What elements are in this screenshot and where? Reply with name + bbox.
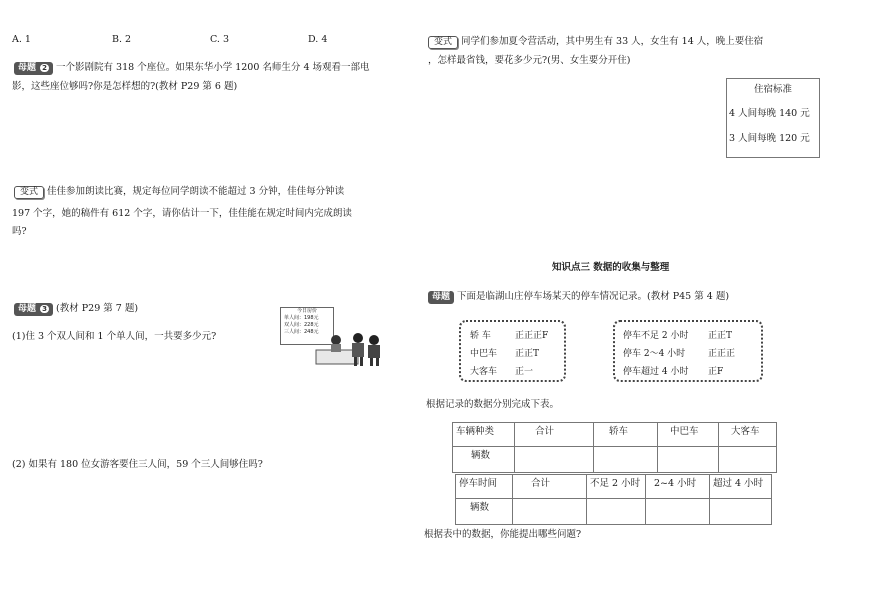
record-car-tally: 正正正F [515,331,549,341]
option-b: B. 2 [112,34,132,45]
price-double: 双人间：228元 [284,322,319,328]
table1-header-minibus: 中巴车 [658,423,719,447]
table2-cell-under-2h[interactable] [587,499,646,525]
record-minibus-tally: 正正T [515,349,540,359]
table-instruction: 根据记录的数据分别完成下表。 [426,399,560,410]
price-triple: 三人间：248元 [284,329,319,335]
record-minibus-label: 中巴车 [470,349,498,359]
table1-header-car: 轿车 [594,423,658,447]
price-board-title: 今日房价 [296,308,317,314]
record-over-4h-label: 停车超过 4 小时 [623,367,689,377]
table2-cell-over-4h[interactable] [710,499,772,525]
question-2-line-1: 母题 2 一个影剧院有 318 个座位。如果东华小学 1200 名师生分 4 场观看一部电 [14,61,370,75]
variant-1-tag: 变式 [14,186,44,199]
option-a: A. 1 [12,34,31,45]
record-2-4h-label: 停车 2～4 小时 [623,349,686,359]
parking-time-table [455,474,772,525]
table2-header-over-4h: 超过 4 小时 [710,475,772,499]
parking-time-record [613,320,763,382]
variant-1-line-2: 197 个字，她的稿件有 612 个字，请你估计一下，佳佳能在规定时间内完成朗读 [12,208,352,219]
record-under-2h-tally: 正正T [708,331,733,341]
table2-cell-2-4h[interactable] [646,499,710,525]
table2-header-2-4h: 2~4 小时 [646,475,710,499]
variant-1-line-1: 变式 佳佳参加朗读比赛，规定每位同学朗读不能超过 3 分钟，佳佳每分钟读 [14,185,344,199]
section-title: 知识点三 数据的收集与整理 [552,262,670,273]
table2-row-label: 辆数 [456,499,513,525]
data-question: 根据表中的数据，你能提出哪些问题? [424,529,582,540]
question-3-header: 母题 3 (教材 P29 第 7 题) [14,302,138,316]
table2-header-under-2h: 不足 2 小时 [587,475,646,499]
lodging-standard-title: 住宿标准 [753,84,792,95]
table2-header-total: 合计 [513,475,587,499]
hotel-reception-illustration [314,328,394,368]
table1-row-label: 辆数 [453,447,515,473]
vehicle-type-table [452,422,777,473]
table2-header-time: 停车时间 [456,475,513,499]
table1-cell-minibus[interactable] [658,447,719,473]
table2-cell-total[interactable] [513,499,587,525]
question-2-tag: 母题 2 [14,62,53,75]
price-single: 单人间：198元 [284,315,319,321]
lodging-rate-3-person: 3 人间每晚 120 元 [729,133,810,144]
question-3-sub-1: (1)住 3 个双人间和 1 个单人间，一共要多少元? [12,331,217,342]
table1-cell-car[interactable] [594,447,658,473]
table1-header-type: 车辆种类 [453,423,515,447]
table1-header-total: 合计 [515,423,594,447]
variant-2-tag: 变式 [428,36,458,49]
lodging-rate-4-person: 4 人间每晚 140 元 [729,108,810,119]
question-3-tag: 母题 3 [14,303,53,316]
question-4-line: 母题 下面是临湖山庄停车场某天的停车情况记录。(教材 P45 第 4 题) [428,290,729,304]
question-3-sub-2: (2) 如果有 180 位女游客要住三人间，59 个三人间够住吗? [12,459,263,470]
table1-cell-total[interactable] [515,447,594,473]
record-under-2h-label: 停车不足 2 小时 [623,331,689,341]
record-car-label: 轿 车 [470,331,491,341]
record-coach-label: 大客车 [470,367,498,377]
variant-2-line-1: 变式 同学们参加夏令营活动，其中男生有 33 人，女生有 14 人，晚上要住宿 [428,35,763,49]
table1-header-coach: 大客车 [719,423,777,447]
variant-1-line-3: 吗? [12,226,27,237]
option-d: D. 4 [308,34,328,45]
record-coach-tally: 正一 [515,367,534,377]
lodging-standard-box [726,78,820,158]
table1-cell-coach[interactable] [719,447,777,473]
record-over-4h-tally: 正F [708,367,724,377]
variant-2-line-2: ，怎样最省钱，要花多少元?(男、女生要分开住) [428,55,631,66]
vehicle-type-record [459,320,566,382]
option-c: C. 3 [210,34,230,45]
record-2-4h-tally: 正正正 [708,349,736,359]
question-4-tag: 母题 [428,291,454,304]
question-2-line-2: 影，这些座位够吗?你是怎样想的?(教材 P29 第 6 题) [12,81,238,92]
